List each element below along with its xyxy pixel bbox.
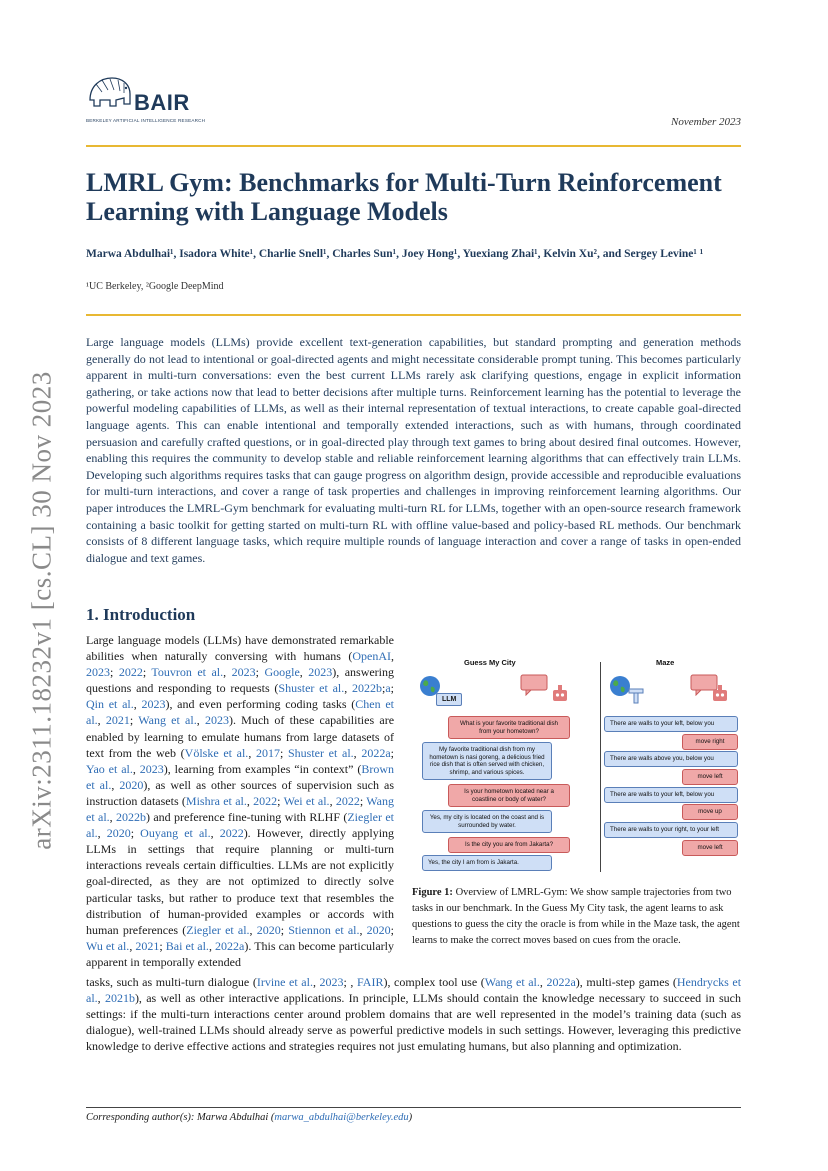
paragraph-text: ; xyxy=(255,665,265,680)
paragraph-text: ; xyxy=(277,793,284,808)
paragraph-text: , xyxy=(248,745,256,760)
dialogue-bubble: move up xyxy=(682,804,738,820)
robot-icon xyxy=(550,684,570,704)
figure-1-caption xyxy=(412,885,742,949)
figure-1 xyxy=(412,650,742,882)
paragraph-text: , xyxy=(132,761,140,776)
dialogue-bubble: move right xyxy=(682,734,738,750)
citation-link[interactable]: Mishra et al. xyxy=(185,793,247,808)
citation-link[interactable]: 2022a xyxy=(546,975,576,989)
dialogue-bubble: There are walls to your left, below you xyxy=(604,787,738,803)
paragraph-text: ; xyxy=(382,681,386,696)
citation-link[interactable]: 2022 xyxy=(219,826,244,841)
citation-link[interactable]: 2023 xyxy=(204,713,229,728)
citation-link[interactable]: a xyxy=(385,681,391,696)
citation-link[interactable]: Touvron et al. xyxy=(151,665,224,680)
citation-link[interactable]: Ouyang et al. xyxy=(140,826,211,841)
citation-link[interactable]: 2022b xyxy=(116,810,147,825)
paragraph-text: ; , xyxy=(343,975,358,989)
paragraph-text: ; xyxy=(390,922,395,937)
citation-link[interactable]: Wang et al. xyxy=(484,975,540,989)
citation-link[interactable]: 2021b xyxy=(104,991,135,1006)
citation-link[interactable]: 2023 xyxy=(319,975,344,989)
paragraph-text: ; xyxy=(129,713,139,728)
citation-link[interactable]: Stiennon et al. xyxy=(288,922,360,937)
paragraph-text: Large language models (LLMs) have demonstrated remarkable abilities when naturally conversing with humans ( xyxy=(86,633,394,664)
citation-link[interactable]: 2021 xyxy=(105,713,130,728)
citation-link[interactable]: 2022 xyxy=(335,793,360,808)
author-email-link[interactable]: marwa_abdulhai@berkeley.edu xyxy=(274,1112,409,1123)
paragraph-text: , xyxy=(196,713,205,728)
citation-link[interactable]: Shuster et al. xyxy=(278,681,345,696)
paragraph-text: , xyxy=(344,681,352,696)
citation-link[interactable]: Google xyxy=(264,665,300,680)
caption-text: Overview of LMRL-Gym: We show sample trajectories from two tasks in our benchmark. In the Guess My City task, the agent learns to ask questions to guess the city the oracle is from while in the Maze task, the agent learns to make the correct moves based on cues from the oracle. xyxy=(412,887,740,946)
dialogue-bubble: move left xyxy=(682,840,738,856)
paragraph-text: , xyxy=(210,826,220,841)
paragraph-text: ; xyxy=(390,745,395,760)
paragraph-text: , xyxy=(97,991,105,1006)
citation-link[interactable]: Hendrycks et al. xyxy=(86,975,742,1006)
paragraph-text: ). Much of these capabilities are enabled by learning to emulate humans from large datasets of text from the web ( xyxy=(86,713,395,760)
footnote-label: Corresponding author(s): Marwa Abdulhai ( xyxy=(86,1112,275,1123)
paragraph-text: ) and preference fine-tuning with RLHF ( xyxy=(146,810,348,825)
citation-link[interactable]: FAIR xyxy=(357,975,384,989)
paragraph-text: , xyxy=(539,975,547,989)
bear-icon xyxy=(86,70,134,114)
citation-link[interactable]: Qin et al. xyxy=(86,697,134,712)
abstract-divider-top xyxy=(86,314,741,316)
affiliations: ¹UC Berkeley, ²Google DeepMind xyxy=(86,281,224,292)
paragraph-text: , xyxy=(97,826,107,841)
citation-link[interactable]: Ziegler et al. xyxy=(86,810,394,841)
citation-link[interactable]: 2022 xyxy=(118,665,143,680)
dialogue-bubble: There are walls to your right, to your left xyxy=(604,822,738,838)
dialogue-bubble: move left xyxy=(682,769,738,785)
paragraph-text: , xyxy=(249,922,257,937)
citation-link[interactable]: Bai et al. xyxy=(165,938,209,953)
arxiv-identifier-stamp xyxy=(22,360,62,860)
footer-divider xyxy=(86,1107,741,1108)
paragraph-text: , xyxy=(133,697,142,712)
robot-icon xyxy=(710,684,730,704)
dialogue-bubble: Yes, the city I am from is Jakarta. xyxy=(422,855,552,871)
logo-wordmark: BAIR xyxy=(134,90,190,115)
author-list: Marwa Abdulhai¹, Isadora White¹, Charlie Snell¹, Charles Sun¹, Joey Hong¹, Yuexiang Zhai¹, Kelvin Xu², and Sergey Levine¹ ¹ xyxy=(86,248,704,260)
paragraph-text: ; xyxy=(280,922,289,937)
paragraph-text: , xyxy=(329,793,336,808)
citation-link[interactable]: 2020 xyxy=(366,922,391,937)
paragraph-text: ; xyxy=(142,665,152,680)
figure-divider xyxy=(600,662,601,872)
citation-link[interactable]: Chen et al. xyxy=(86,697,394,728)
paragraph-text: ), answering questions and responding to requests ( xyxy=(86,665,395,696)
paragraph-text: tasks, such as multi-turn dialogue ( xyxy=(86,975,257,989)
citation-link[interactable]: 2020 xyxy=(106,826,131,841)
paragraph-text: , xyxy=(299,665,309,680)
citation-link[interactable]: 2020 xyxy=(119,777,144,792)
dialogue-bubble: Is your hometown located near a coastline or body of water? xyxy=(448,784,570,807)
paragraph-text: ), multi-step games ( xyxy=(575,975,677,989)
figure-right-title: Maze xyxy=(656,658,675,667)
citation-link[interactable]: Shuster et al. xyxy=(288,745,354,760)
paragraph-text: ; xyxy=(159,938,166,953)
citation-link[interactable]: Völske et al. xyxy=(184,745,249,760)
paragraph-text: , xyxy=(353,745,362,760)
paragraph-text: , xyxy=(97,713,106,728)
citation-link[interactable]: OpenAI xyxy=(352,649,391,664)
citation-link[interactable]: 2022a xyxy=(361,745,391,760)
citation-link[interactable]: 2023 xyxy=(139,761,164,776)
paragraph-text: , xyxy=(359,922,367,937)
paragraph-text: ; xyxy=(110,665,119,680)
paragraph-text: ), as well as other interactive applications. In principle, LLMs should contain the knowledge necessary to succeed in such settings: if the multi-turn interactions center around problem domains that are well represented in the model’s training data (such as dialogue), well-trained LLMs should already serve as powerful predictive models in such settings. However, leveraging this predictive knowledge to derive effective actions and strategies requires not just emulating humans, but also planning and optimization. xyxy=(86,991,741,1054)
publication-date: November 2023 xyxy=(671,116,741,128)
dialogue-bubble: My favorite traditional dish from my hometown is nasi goreng, a delicious fried rice dish that is often served with chicken, shrimp, and various spices. xyxy=(422,742,552,780)
llm-label-badge: LLM xyxy=(436,693,462,706)
citation-link[interactable]: 2022b xyxy=(352,681,382,696)
header-divider xyxy=(86,145,741,147)
paragraph-text: ; xyxy=(359,793,367,808)
paragraph-text: ). This can become particularly apparent in temporally extended xyxy=(86,938,395,969)
paragraph-text: ; xyxy=(390,681,395,696)
dialogue-bubble: Is the city you are from Jakarta? xyxy=(448,837,570,853)
paragraph-text: , xyxy=(129,938,136,953)
citation-link[interactable]: Wu et al. xyxy=(86,938,130,953)
paragraph-text: ), complex tool use ( xyxy=(383,975,485,989)
citation-link[interactable]: 2020 xyxy=(256,922,281,937)
citation-link[interactable]: 2017 xyxy=(255,745,280,760)
dialogue-bubble: There are walls to your left, below you xyxy=(604,716,738,732)
citation-link[interactable]: Wang et al. xyxy=(138,713,197,728)
citation-link[interactable]: 2021 xyxy=(135,938,160,953)
logo-subtext: BERKELEY ARTIFICIAL INTELLIGENCE RESEARCH xyxy=(86,118,206,123)
paragraph-text: , xyxy=(246,793,254,808)
figure-left-title: Guess My City xyxy=(464,658,516,667)
paragraph-text: , xyxy=(111,777,120,792)
intro-paragraph-left-column xyxy=(86,632,394,970)
footnote-close: ) xyxy=(408,1112,413,1123)
citation-link[interactable]: Wei et al. xyxy=(283,793,330,808)
intro-paragraph-full-width xyxy=(86,974,741,1054)
citation-link[interactable]: 2023 xyxy=(231,665,256,680)
dialogue-bubble: There are walls above you, below you xyxy=(604,751,738,767)
paragraph-text: , xyxy=(312,975,320,989)
arxiv-stamp-text: arXiv:2311.18232v1 [cs.CL] 30 Nov 2023 xyxy=(26,370,57,850)
paragraph-text: , xyxy=(208,938,216,953)
citation-link[interactable]: 2022 xyxy=(253,793,278,808)
page-header xyxy=(86,70,741,130)
paragraph-text: , xyxy=(223,665,232,680)
dialogue-bubble: Yes, my city is located on the coast and is surrounded by water. xyxy=(422,810,552,833)
citation-link[interactable]: Wang et al. xyxy=(86,793,394,825)
maze-agent-icon xyxy=(628,688,644,704)
paragraph-text: ), learning from examples “in context” ( xyxy=(163,761,362,776)
section-heading-introduction: 1. Introduction xyxy=(86,605,196,624)
citation-link[interactable]: 2023 xyxy=(308,665,333,680)
speech-bubble-icon xyxy=(520,674,550,696)
dialogue-bubble: What is your favorite traditional dish from your hometown? xyxy=(448,716,570,739)
corresponding-author-note xyxy=(86,1112,412,1123)
citation-link[interactable]: Ziegler et al. xyxy=(186,922,250,937)
paper-title: LMRL Gym: Benchmarks for Multi-Turn Reinforcement Learning with Language Models xyxy=(86,168,722,226)
citation-link[interactable]: 2023 xyxy=(86,665,110,680)
citation-link[interactable]: 2023 xyxy=(141,697,166,712)
citation-link[interactable]: Irvine et al. xyxy=(256,975,313,989)
paragraph-text: ), and even performing coding tasks ( xyxy=(165,697,356,712)
paragraph-text: ; xyxy=(279,745,288,760)
paragraph-text: ), as well as other sources of supervision such as instruction datasets ( xyxy=(86,777,394,808)
bair-logo xyxy=(86,70,206,130)
paragraph-text: ; xyxy=(130,826,141,841)
citation-link[interactable]: Brown et al. xyxy=(86,761,395,792)
citation-link[interactable]: 2022a xyxy=(215,938,245,953)
citation-link[interactable]: Yao et al. xyxy=(86,761,133,776)
caption-label: Figure 1: xyxy=(412,887,453,898)
paragraph-text: ). However, directly applying LLMs in settings that require planning or multi-turn interactions reveals certain difficulties. LLMs are not explicitly goal-directed, as they are not optimized to directly solve particular tasks, but rather to produce text that resembles the distribution of human-provided examples or accords with human preferences ( xyxy=(86,826,395,937)
paragraph-text: , xyxy=(109,810,117,825)
paragraph-text: , xyxy=(391,649,394,664)
abstract: Large language models (LLMs) provide excellent text-generation capabilities, but standard prompting and generation methods generally do not lead to intentional or goal-directed agents and might necessitate considerable prompt tuning. This becomes particularly apparent in multi-turn conversations: even the best current LLMs rarely ask clarifying questions, engage in explicit information gathering, or take actions now that lead to better decisions after multiple turns. Reinforcement learning has the potential to leverage the powerful modeling capabilities of LLMs, as well as their internal representation of textual interactions, to create capable goal-directed language agents. This can enable intentional and temporally extended interactions, such as with humans, through coordinated persuasion and carefully crafted questions, or in goal-directed play through text games to bring about desired final outcomes. However, enabling this requires the community to develop stable and reliable reinforcement learning algorithms that can effectively train LLMs. Developing such algorithms requires tasks that can gauge progress on algorithm design, provide accessible and reproducible evaluations for multi-turn interactions, and cover a range of task properties and challenges in improving reinforcement learning algorithms. Our paper introduces the LMRL-Gym benchmark for evaluating multi-turn RL for LLMs, together with an open-source research framework containing a basic toolkit for getting started on multi-turn RL with offline value-based and policy-based RL methods. Our benchmark consists of 8 different language tasks, which require multiple rounds of language interaction and cover a range of tasks in open-ended dialogue and text games. xyxy=(86,335,741,565)
